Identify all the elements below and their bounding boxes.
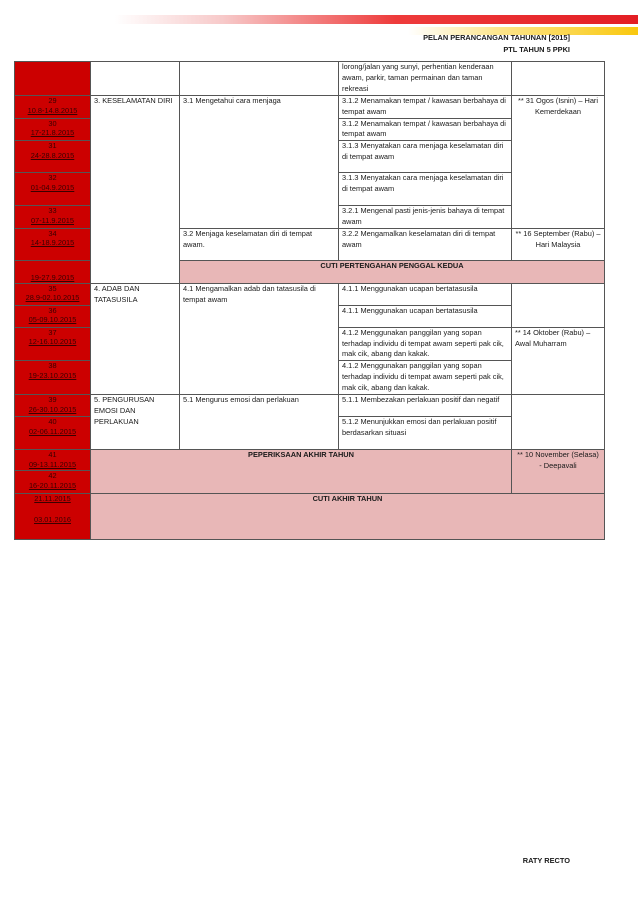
exam-banner: PEPERIKSAAN AKHIR TAHUN xyxy=(91,450,512,494)
week-cell: 37 12-16.10.2015 xyxy=(15,327,91,360)
learning-standard-cell: 4.1.1 Menggunakan ucapan bertatasusila xyxy=(339,305,512,327)
week-cell: 42 16-20.11.2015 xyxy=(15,471,91,494)
week-cell: 33 07-11.9.2015 xyxy=(15,206,91,229)
learning-standard-cell: 3.2.2 Mengamalkan keselamatan diri di tempat awam xyxy=(339,228,512,260)
week-cell: 36 05-09.10.2015 xyxy=(15,305,91,327)
document-title: PELAN PERANCANGAN TAHUNAN [2015] xyxy=(423,33,570,42)
header-red-banner xyxy=(0,15,638,24)
topic-cell: 3. KESELAMATAN DIRI xyxy=(91,96,180,284)
week-cell: 31 24-28.8.2015 xyxy=(15,141,91,173)
week-cell: 39 26-30.10.2015 xyxy=(15,395,91,417)
learning-standard-cell: 3.1.2 Menamakan tempat / kawasan berbahaya di tempat awam xyxy=(339,118,512,141)
standard-cell: 3.2 Menjaga keselamatan diri di tempat awam. xyxy=(180,228,339,260)
table-row xyxy=(15,494,605,540)
annual-plan-table xyxy=(14,61,605,540)
note-cell: ** 10 November (Selasa) - Deepavali xyxy=(512,450,605,494)
week-cell: 29 10.8-14.8.2015 xyxy=(15,96,91,119)
table-row xyxy=(15,395,605,417)
week-cell: 34 14-18.9.2015 xyxy=(15,228,91,260)
standard-cell: 3.1 Mengetahui cara menjaga xyxy=(180,96,339,229)
learning-standard-cell: 4.1.1 Menggunakan ucapan bertatasusila xyxy=(339,283,512,305)
holiday-banner: CUTI AKHIR TAHUN xyxy=(91,494,605,540)
note-cell: ** 31 Ogos (Isnin) – Hari Kemerdekaan xyxy=(512,96,605,229)
learning-standard-cell: 3.1.3 Menyatakan cara menjaga keselamatan diri di tempat awam xyxy=(339,141,512,173)
table-row xyxy=(15,96,605,119)
standard-cell: 5.1 Mengurus emosi dan perlakuan xyxy=(180,395,339,450)
holiday-banner: CUTI PERTENGAHAN PENGGAL KEDUA xyxy=(180,260,605,283)
note-cell: ** 14 Oktober (Rabu) – Awal Muharram xyxy=(512,327,605,394)
content-standard-cell: lorong/jalan yang sunyi, perhentian kenderaan awam, parkir, taman permainan dan taman rekreasi xyxy=(339,62,512,96)
week-cell: 21.11.2015 03.01.2016 xyxy=(15,494,91,540)
week-cell: 30 17-21.8.2015 xyxy=(15,118,91,141)
learning-standard-cell: 3.1.2 Menamakan tempat / kawasan berbahaya di tempat awam xyxy=(339,96,512,119)
topic-cell: 4. ADAB DAN TATASUSILA xyxy=(91,283,180,394)
table-row xyxy=(15,450,605,471)
topic-cell: 5. PENGURUSAN EMOSI DAN PERLAKUAN xyxy=(91,395,180,450)
learning-standard-cell: 4.1.2 Menggunakan panggilan yang sopan terhadap individu di tempat awam seperti pak cik, mak cik, abang dan kakak. xyxy=(339,327,512,360)
standard-cell: 4.1 Mengamalkan adab dan tatasusila di tempat awam xyxy=(180,283,339,394)
week-cell: 40 02-06.11.2015 xyxy=(15,417,91,450)
note-cell: ** 16 September (Rabu) – Hari Malaysia xyxy=(512,228,605,260)
footer-label: RATY RECTO xyxy=(522,856,570,865)
week-cell: 41 09-13.11.2015 xyxy=(15,450,91,471)
table-row xyxy=(15,62,605,96)
learning-standard-cell: 4.1.2 Menggunakan panggilan yang sopan terhadap individu di tempat awam seperti pak cik, mak cik, abang dan kakak. xyxy=(339,361,512,395)
document-subtitle: PTL TAHUN 5 PPKI xyxy=(503,45,570,54)
week-cell: 35 28.9-02.10.2015 xyxy=(15,283,91,305)
table-row xyxy=(15,283,605,305)
week-cell: 32 01-04.9.2015 xyxy=(15,173,91,206)
learning-standard-cell: 3.2.1 Mengenal pasti jenis-jenis bahaya di tempat awam xyxy=(339,206,512,229)
learning-standard-cell: 3.1.3 Menyatakan cara menjaga keselamatan diri di tempat awam xyxy=(339,173,512,206)
learning-standard-cell: 5.1.1 Membezakan perlakuan positif dan negatif xyxy=(339,395,512,417)
week-cell: 38 19-23.10.2015 xyxy=(15,361,91,395)
week-cell xyxy=(15,62,91,96)
learning-standard-cell: 5.1.2 Menunjukkan emosi dan perlakuan positif berdasarkan situasi xyxy=(339,417,512,450)
week-cell: 19-27.9.2015 xyxy=(15,260,91,283)
